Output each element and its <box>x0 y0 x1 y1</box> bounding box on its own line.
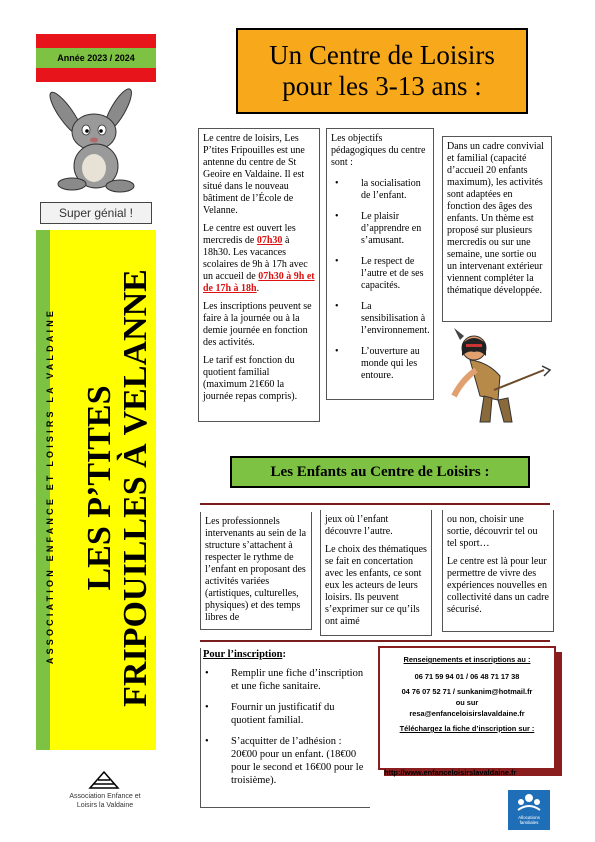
contact-phone1: 06 71 59 94 01 / 06 48 71 17 38 <box>414 672 520 681</box>
centre-hours: Le centre est ouvert les mercredis de 07h30 à 18h30. Les vacances scolaires de 9h à 17h avec un accueil de 07h30 à 9h et de 17h à 18h. <box>203 223 315 294</box>
centre-description: Le centre de loisirs, Les P’tites Fripouilles est une antenne du centre de St Geoire en Valdaine. Il est situé dans le nouveau bâtiment de l’École de Velanne. <box>203 133 305 216</box>
children-text-2b: Le choix des thématiques se fait en concertation avec les enfants, ce sont eux les acteurs de leurs loisirs. Ils peuvent s’exprimer sur ce qu’ils ont aimé <box>325 544 427 627</box>
sticker-badge <box>40 202 152 224</box>
open-time: 07h30 <box>256 235 283 246</box>
red-band-bottom <box>36 68 156 82</box>
rabbit-illustration <box>36 84 156 204</box>
divider-bottom <box>200 640 550 642</box>
column-activities <box>442 136 552 322</box>
header-title-line1: Un Centre de Loisirs <box>269 40 495 70</box>
contact-or: ou sur <box>455 698 479 707</box>
year-banner <box>36 48 156 68</box>
logo-text-line1: Association Enfance et <box>69 793 141 800</box>
title-vertical-line2: FRIPOUILLES À VELANNE <box>117 269 154 707</box>
registration-info: Les inscriptions peuvent se faire à la journée ou à la demie journée en fonction des activités. <box>203 301 312 348</box>
sticker-text: Super génial ! <box>58 206 134 220</box>
objective-item: • L’ouverture au monde qui les entoure. <box>331 346 429 382</box>
contact-box <box>378 646 556 770</box>
association-logo-text <box>50 792 160 810</box>
caf-logo <box>508 790 550 830</box>
objective-item: • La sensibilisation à l’environnement. <box>331 301 429 337</box>
logo-text-line2: Loisirs la Valdaine <box>76 802 134 809</box>
objective-item: • Le plaisir d’apprendre en s’amusant. <box>331 211 429 247</box>
section-children-title-text: Les Enfants au Centre de Loisirs : <box>270 463 490 480</box>
contact-email[interactable]: resa@enfanceloisirslavaldaine.fr <box>409 709 525 718</box>
contact-phone2: 04 76 07 52 71 / sunkanim@hotmail.fr <box>401 687 533 696</box>
caf-label1: Allocations <box>518 815 540 820</box>
objective-item: • Le respect de l’autre et de ses capacités. <box>331 256 429 292</box>
year-label: Année 2023 / 2024 <box>57 53 135 63</box>
inscription-section <box>200 648 370 808</box>
column-objectives <box>326 128 434 400</box>
red-band-top <box>36 34 156 48</box>
children-text-3a: ou non, choisir une sortie, découvrir tel ou tel sport… <box>447 514 538 549</box>
objective-item: • la socialisation de l’enfant. <box>331 178 429 202</box>
inscription-list <box>203 667 370 787</box>
children-col1 <box>200 512 312 630</box>
children-col3 <box>442 510 554 632</box>
children-text-1: Les professionnels intervenants au sein de la structure s’attachent à respecter le rythme de l’enfant en proposant des activités variées (artistiques, culturelles, physiques) et des temps libres de <box>205 516 307 623</box>
objectives-list <box>331 178 429 382</box>
caf-family-icon <box>508 790 550 814</box>
header-title-line2: pour les 3-13 ans : <box>282 71 482 101</box>
section-children-title <box>230 456 530 488</box>
title-vertical-line1: LES P’TITES <box>81 385 118 591</box>
association-vertical-text: ASSOCIATION ENFANCE ET LOISIRS LA VALDAINE <box>45 307 55 665</box>
contact-download: Téléchargez la fiche d’inscription sur : <box>399 724 535 733</box>
association-logo-icon <box>86 768 122 790</box>
divider-top <box>200 503 550 505</box>
inscription-item: • Remplir une fiche d’inscription et une fiche sanitaire. <box>203 667 370 693</box>
tariff-info: Le tarif est fonction du quotient familial (maximum 21€60 la journée repas compris). <box>203 355 298 402</box>
native-character-illustration <box>440 326 555 426</box>
header-title-box <box>236 28 528 114</box>
children-col2 <box>320 510 432 636</box>
reception-hours: 07h30 à 9h et de 17h à 18h <box>203 271 315 294</box>
column-centre-info <box>198 128 320 422</box>
children-text-3b: Le centre est là pour leur permettre de vivre des expériences nouvelles en collectivité dans un cadre sécurisé. <box>447 556 549 615</box>
objectives-intro: Les objectifs pédagogiques du centre sont : <box>331 133 426 168</box>
contact-title: Renseignements et inscriptions au : <box>403 655 531 664</box>
caf-label2: familiales <box>519 820 539 825</box>
children-text-2a: jeux où l’enfant découvre l’autre. <box>325 514 393 537</box>
activities-description: Dans un cadre convivial et familial (capacité d’accueil 20 enfants maximum), les activités sont adaptées en fonction des âges des enfants. Un thème est proposé sur plusieurs mercredis ou sur une semaine, une sortie ou un intervenant extérieur viennent compléter la thématique développée. <box>447 141 544 296</box>
inscription-title: Pour l’inscription: <box>203 649 286 660</box>
website-link[interactable]: http://www.enfanceloisirslavaldaine.fr <box>384 768 517 777</box>
inscription-item: • Fournir un justificatif du quotient familial. <box>203 701 370 727</box>
inscription-item: • S’acquitter de l’adhésion : 20€00 pour un enfant. (18€00 pour le second et 16€00 pour le troisième). <box>203 735 370 787</box>
